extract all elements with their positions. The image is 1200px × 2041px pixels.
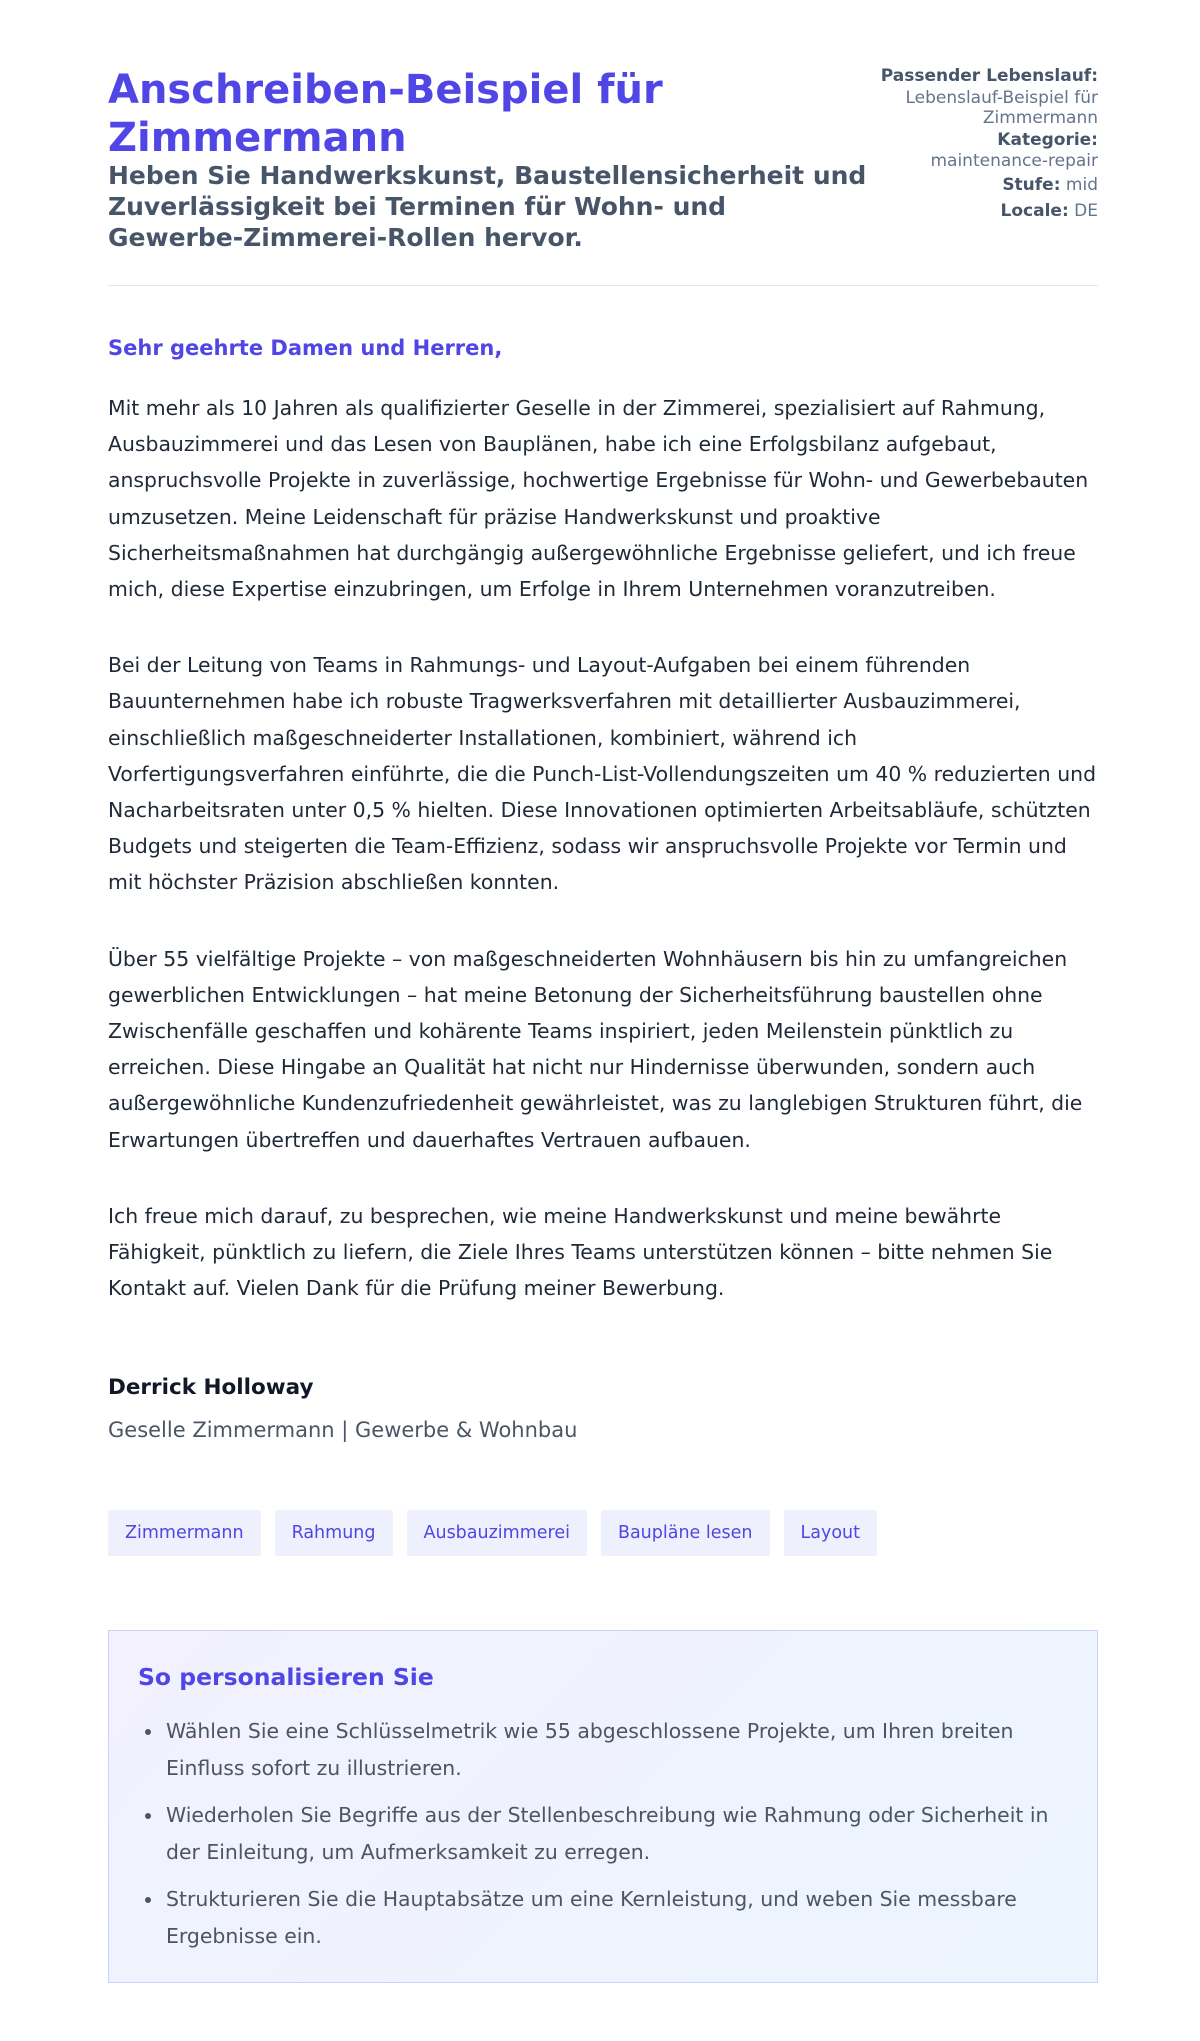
tips-item: • Wählen Sie eine Schlüsselmetrik wie 55 abgeschlossene Projekte, um Ihren breiten Einfluss sofort zu illustrieren.: [164, 1713, 1069, 1786]
personalization-tips-box: [108, 1630, 1098, 1983]
meta-level-label: Stufe:: [1002, 175, 1061, 195]
meta-locale: [868, 201, 1098, 221]
tag[interactable]: Zimmermann: [108, 1510, 261, 1556]
tag-list: [108, 1510, 877, 1556]
page-title: Anschreiben-Beispiel für Zimmermann: [108, 67, 663, 161]
meta-locale-label: Locale:: [1000, 201, 1069, 221]
letter-salutation: Sehr geehrte Damen und Herren,: [108, 336, 503, 360]
meta-level-value: mid: [1065, 175, 1098, 195]
meta-level: [868, 175, 1098, 195]
tips-item: • Strukturieren Sie die Hauptabsätze um eine Kernleistung, und weben Sie messbare Ergebnisse ein.: [164, 1881, 1069, 1954]
page-header: [108, 0, 1098, 286]
tips-title: So personalisieren Sie: [138, 1663, 434, 1691]
meta-locale-value: DE: [1074, 201, 1098, 221]
cover-letter-page: [108, 0, 1098, 1948]
letter-body: [108, 390, 1098, 1346]
tag[interactable]: Ausbauzimmerei: [407, 1510, 587, 1556]
letter-paragraph: Über 55 vielfältige Projekte – von maßgeschneiderten Wohnhäusern bis hin zu umfangreichen gewerblichen Entwicklungen – hat meine Betonung der Sicherheitsführung baustellen ohne Zwischenfälle geschaffen und kohärente Teams inspiriert, jeden Meilenstein pünktlich zu erreichen. Diese Hingabe an Qualität hat nicht nur Hindernisse überwunden, sondern auch außergewöhnliche Kundenzufriedenheit gewährleistet, was zu langlebigen Strukturen führt, die Erwartungen übertreffen und dauerhaftes Vertrauen aufbauen.: [108, 946, 1083, 1152]
tag[interactable]: Baupläne lesen: [601, 1510, 770, 1556]
meta-resume-value[interactable]: Lebenslauf-Beispiel für Zimmermann: [905, 88, 1098, 128]
page-subtitle: Heben Sie Handwerkskunst, Baustellensicherheit und Zuverlässigkeit bei Terminen für Wohn- und Gewerbe-Zimmerei-Rollen hervor.: [108, 161, 867, 252]
signature-name: Derrick Holloway: [108, 1375, 314, 1400]
meta-panel: [868, 66, 1098, 223]
tag[interactable]: Layout: [784, 1510, 878, 1556]
tag[interactable]: Rahmung: [275, 1510, 393, 1556]
letter-paragraph: Bei der Leitung von Teams in Rahmungs- und Layout-Aufgaben bei einem führenden Bauunternehmen habe ich robuste Tragwerksverfahren mit detaillierter Ausbauzimmerei, einschließlich maßgeschneiderter Installationen, kombiniert, während ich Vorfertigungsverfahren einführte, die die Punch-List-Vollendungszeiten um 40 % reduzierten und Nacharbeitsraten unter 0,5 % hielten. Diese Innovationen optimierten Arbeitsabläufe, schützten Budgets und steigerten die Team-Effizienz, sodass wir anspruchsvolle Projekte vor Termin und mit höchster Präzision abschließen konnten.: [108, 653, 1097, 895]
letter-paragraph: Ich freue mich darauf, zu besprechen, wie meine Handwerkskunst und meine bewährte Fähigkeit, pünktlich zu liefern, die Ziele Ihres Teams unterstützen können – bitte nehmen Sie Kontakt auf. Vielen Dank für die Prüfung meiner Bewerbung.: [108, 1203, 1053, 1301]
signature-role: Geselle Zimmermann | Gewerbe & Wohnbau: [108, 1418, 578, 1442]
tips-list: [164, 1713, 1069, 1965]
tips-item: • Wiederholen Sie Begriffe aus der Stellenbeschreibung wie Rahmung oder Sicherheit in der Einleitung, um Aufmerksamkeit zu erregen.: [164, 1797, 1069, 1870]
letter-paragraph: Mit mehr als 10 Jahren als qualifizierter Geselle in der Zimmerei, spezialisiert auf Rahmung, Ausbauzimmerei und das Lesen von Bauplänen, habe ich eine Erfolgsbilanz aufgebaut, anspruchsvolle Projekte in zuverlässige, hochwertige Ergebnisse für Wohn- und Gewerbebauten umzusetzen. Meine Leidenschaft für präzise Handwerkskunst und proaktive Sicherheitsmaßnahmen hat durchgängig außergewöhnliche Ergebnisse geliefert, und ich freue mich, diese Expertise einzubringen, um Erfolge in Ihrem Unternehmen voranzutreiben.: [108, 396, 1089, 602]
meta-category-label: Kategorie:: [997, 130, 1098, 150]
meta-category-value: maintenance-repair: [930, 151, 1098, 171]
meta-resume-label: Passender Lebenslauf:: [880, 66, 1098, 86]
